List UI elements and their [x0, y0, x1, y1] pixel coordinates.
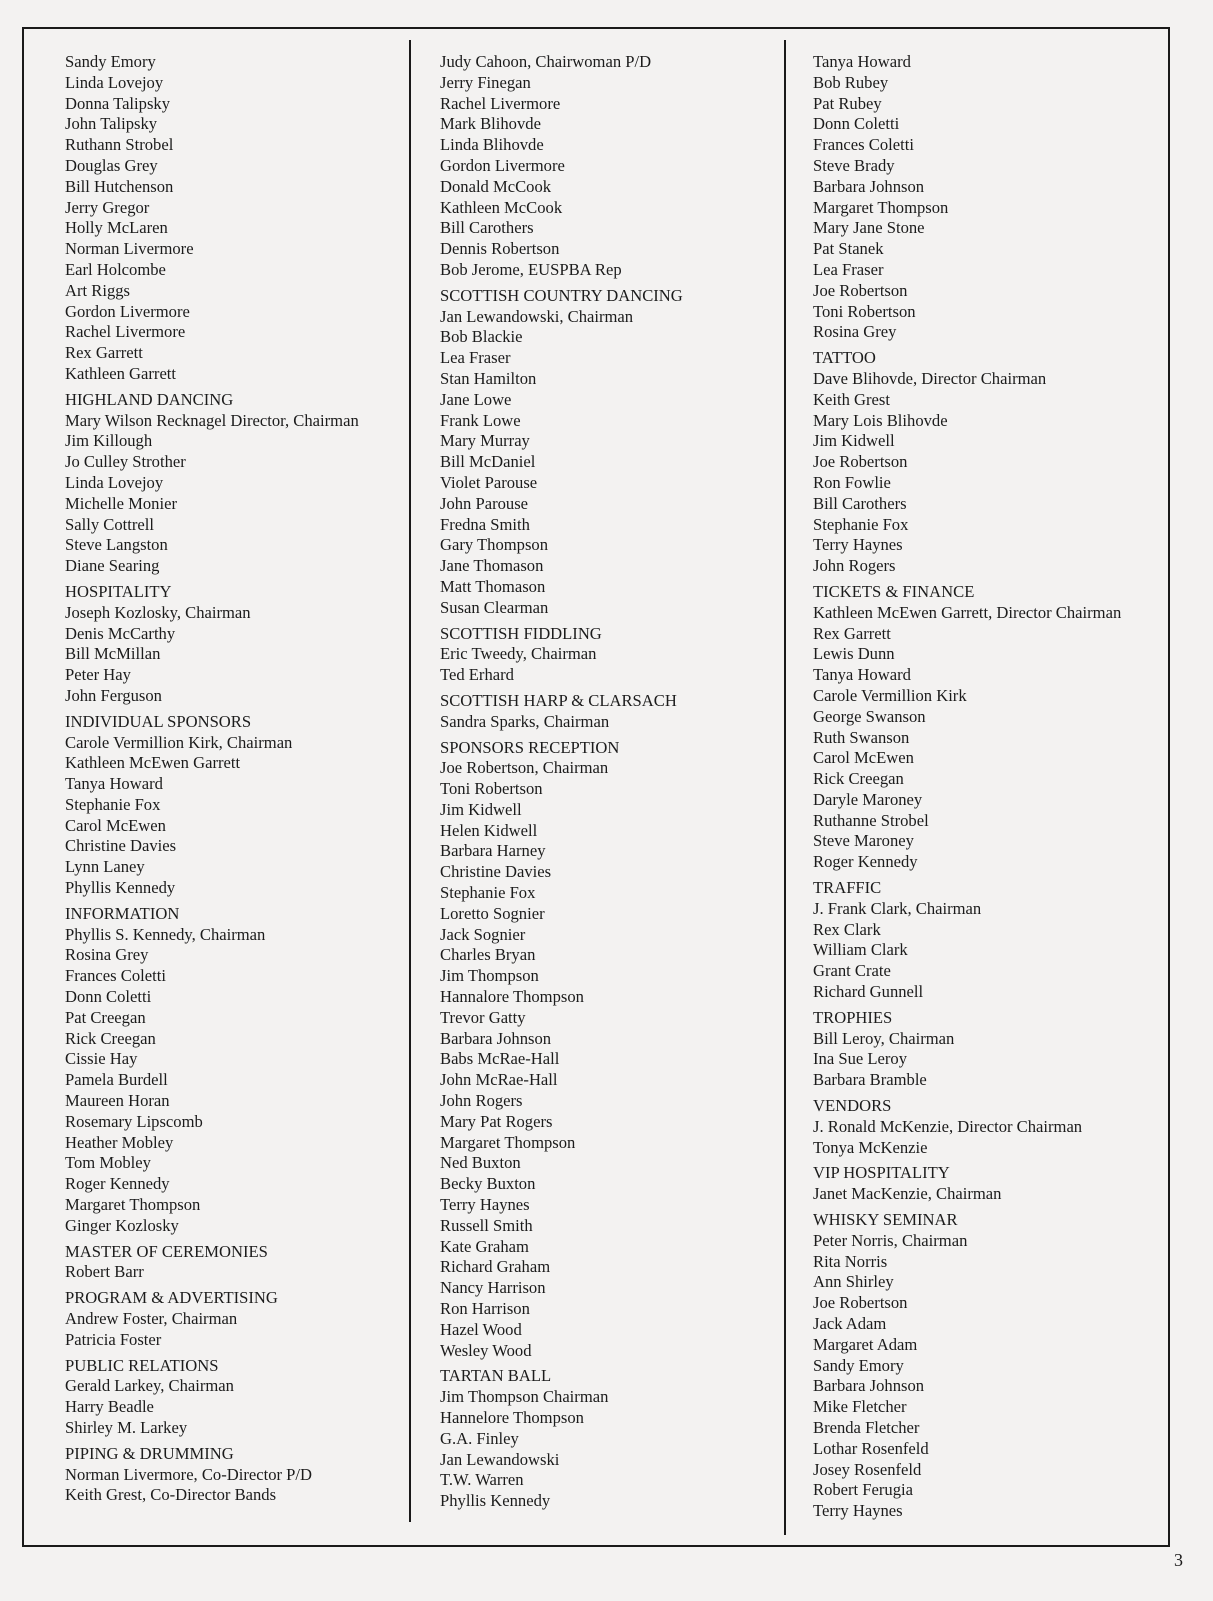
column-2	[440, 52, 683, 1512]
member-name: Grant Crate	[813, 961, 891, 981]
member-name: Pat Stanek	[813, 239, 884, 259]
member-name: Hazel Wood	[440, 1319, 522, 1339]
member-name: Nancy Harrison	[440, 1278, 546, 1298]
member-name: Joe Robertson	[813, 452, 908, 472]
member-name: Jerry Finegan	[440, 72, 531, 92]
column-divider-2	[784, 40, 786, 1535]
member-name: Joe Robertson	[813, 280, 908, 300]
member-name: Joe Robertson, Chairman	[440, 758, 609, 778]
member-name: Lothar Rosenfeld	[813, 1438, 929, 1458]
committee-section	[440, 624, 683, 686]
section-heading: TRAFFIC	[813, 878, 882, 898]
member-name: Phyllis S. Kennedy, Chairman	[65, 924, 266, 944]
member-name: Gary Thompson	[440, 535, 549, 555]
member-name: Carol McEwen	[65, 815, 166, 835]
member-name: Violet Parouse	[440, 472, 538, 492]
member-name: Peter Hay	[65, 665, 131, 685]
member-name: Earl Holcombe	[65, 259, 166, 279]
committee-section	[65, 52, 359, 385]
member-name: Hannelore Thompson	[440, 1408, 584, 1427]
member-name: Bob Blackie	[440, 327, 523, 347]
committee-section	[813, 1163, 1121, 1205]
member-name: Rosemary Lipscomb	[65, 1111, 203, 1131]
member-name: Robert Barr	[65, 1262, 144, 1282]
member-name: Ann Shirley	[813, 1272, 894, 1292]
member-name: Ron Fowlie	[813, 472, 891, 492]
member-name: Janet MacKenzie, Chairman	[813, 1184, 1002, 1204]
member-name: Terry Haynes	[440, 1195, 530, 1215]
member-name: Jim Thompson	[440, 966, 539, 986]
member-name: Sally Cottrell	[65, 514, 154, 534]
member-name: Dave Blihovde, Director Chairman	[813, 368, 1047, 388]
member-name: John McRae-Hall	[440, 1070, 558, 1090]
member-name: Ginger Kozlosky	[65, 1215, 179, 1235]
member-name: Margaret Adam	[813, 1334, 918, 1354]
member-name: Frances Coletti	[813, 135, 914, 155]
member-name: Heather Mobley	[65, 1132, 174, 1152]
committee-section	[65, 1242, 359, 1284]
committee-section	[440, 1366, 683, 1512]
member-name: Becky Buxton	[440, 1174, 536, 1194]
member-name: Rachel Livermore	[65, 322, 186, 342]
member-name: Keith Grest	[813, 389, 890, 409]
member-name: Rosina Grey	[813, 322, 897, 342]
section-heading: TICKETS & FINANCE	[813, 581, 975, 601]
column-1	[65, 52, 359, 1506]
section-heading: VIP HOSPITALITY	[813, 1163, 950, 1183]
member-name: Jim Kidwell	[440, 799, 522, 819]
member-name: Rex Garrett	[813, 623, 891, 643]
member-name: Kathleen McEwen Garrett	[65, 753, 241, 773]
member-name: Rick Creegan	[65, 1028, 156, 1048]
member-name: Barbara Johnson	[813, 1376, 925, 1396]
section-heading: SPONSORS RECEPTION	[440, 737, 620, 757]
committee-section	[813, 878, 1121, 1003]
member-name: Judy Cahoon, Chairwoman P/D	[440, 52, 652, 71]
member-name: Lea Fraser	[813, 259, 884, 279]
member-name: Barbara Harney	[440, 841, 546, 861]
member-name: Jim Thompson Chairman	[440, 1387, 609, 1407]
section-heading: SCOTTISH FIDDLING	[440, 623, 602, 643]
member-name: Carole Vermillion Kirk, Chairman	[65, 732, 293, 752]
member-name: Ruthann Strobel	[65, 135, 174, 155]
member-name: Patricia Foster	[65, 1329, 162, 1349]
member-name: Kate Graham	[440, 1236, 529, 1256]
member-name: Phyllis Kennedy	[65, 878, 176, 898]
member-name: Barbara Johnson	[813, 176, 925, 196]
committee-section	[65, 582, 359, 707]
committee-section	[813, 348, 1121, 577]
section-heading: TROPHIES	[813, 1007, 893, 1027]
member-name: Stan Hamilton	[440, 368, 537, 388]
member-name: Margaret Thompson	[813, 197, 949, 217]
member-name: Sandy Emory	[813, 1355, 904, 1375]
member-name: Carole Vermillion Kirk	[813, 685, 967, 705]
member-name: Bill Carothers	[440, 218, 534, 238]
member-name: Ruth Swanson	[813, 727, 910, 747]
member-name: Mary Jane Stone	[813, 218, 925, 238]
section-heading: WHISKY SEMINAR	[813, 1210, 958, 1230]
member-name: Jane Lowe	[440, 389, 512, 409]
member-name: Stephanie Fox	[440, 883, 536, 903]
column-3	[813, 52, 1121, 1522]
section-heading: SCOTTISH COUNTRY DANCING	[440, 285, 683, 305]
member-name: Jim Killough	[65, 431, 153, 451]
member-name: Michelle Monier	[65, 493, 177, 513]
member-name: Donn Coletti	[813, 114, 900, 134]
section-heading: PROGRAM & ADVERTISING	[65, 1288, 278, 1308]
member-name: Ted Erhard	[440, 665, 514, 685]
member-name: Linda Lovejoy	[65, 472, 164, 492]
member-name: Rex Garrett	[65, 343, 143, 363]
member-name: Ruthanne Strobel	[813, 810, 929, 830]
member-name: Joseph Kozlosky, Chairman	[65, 602, 251, 622]
member-name: Donn Coletti	[65, 987, 152, 1007]
committee-section	[65, 712, 359, 899]
member-name: Gerald Larkey, Chairman	[65, 1376, 234, 1396]
member-name: Jan Lewandowski, Chairman	[440, 306, 634, 326]
section-heading: TARTAN BALL	[440, 1366, 552, 1386]
member-name: Norman Livermore	[65, 239, 194, 259]
member-name: Shirley M. Larkey	[65, 1418, 188, 1437]
member-name: Terry Haynes	[813, 535, 903, 555]
member-name: Jane Thomason	[440, 556, 544, 576]
member-name: Lewis Dunn	[813, 644, 895, 664]
member-name: Roger Kennedy	[813, 852, 918, 872]
member-name: Frances Coletti	[65, 966, 166, 986]
committee-section	[65, 390, 359, 577]
member-name: John Rogers	[440, 1091, 523, 1111]
member-name: Jack Sognier	[440, 924, 526, 944]
member-name: Bob Rubey	[813, 72, 889, 92]
section-heading: SCOTTISH HARP & CLARSACH	[440, 690, 677, 710]
committee-section	[813, 582, 1121, 873]
member-name: Toni Robertson	[813, 301, 916, 321]
member-name: Tom Mobley	[65, 1153, 151, 1173]
member-name: Wesley Wood	[440, 1340, 532, 1360]
member-name: Peter Norris, Chairman	[813, 1230, 968, 1250]
committee-section	[440, 286, 683, 619]
member-name: Hannalore Thompson	[440, 987, 584, 1007]
member-name: Pat Rubey	[813, 93, 882, 113]
section-heading: PIPING & DRUMMING	[65, 1443, 234, 1463]
member-name: Tanya Howard	[813, 52, 911, 71]
member-name: Holly McLaren	[65, 218, 168, 238]
member-name: Harry Beadle	[65, 1397, 154, 1417]
member-name: Loretto Sognier	[440, 903, 545, 923]
member-name: Art Riggs	[65, 280, 130, 300]
member-name: Bill Hutchenson	[65, 176, 174, 196]
section-heading: HIGHLAND DANCING	[65, 389, 234, 409]
member-name: Pat Creegan	[65, 1007, 146, 1027]
member-name: Keith Grest, Co-Director Bands	[65, 1485, 277, 1505]
member-name: Sandy Emory	[65, 52, 156, 71]
member-name: Charles Bryan	[440, 945, 536, 965]
member-name: Rick Creegan	[813, 769, 904, 789]
member-name: G.A. Finley	[440, 1428, 519, 1448]
member-name: George Swanson	[813, 706, 926, 726]
section-heading: MASTER OF CEREMONIES	[65, 1241, 268, 1261]
member-name: Tonya McKenzie	[813, 1137, 928, 1157]
member-name: Stephanie Fox	[813, 514, 909, 534]
member-name: Barbara Bramble	[813, 1070, 927, 1090]
member-name: Tanya Howard	[813, 665, 911, 685]
member-name: Matt Thomason	[440, 576, 546, 596]
member-name: Steve Brady	[813, 155, 895, 175]
member-name: Jim Kidwell	[813, 431, 895, 451]
member-name: Susan Clearman	[440, 597, 549, 617]
member-name: Jo Culley Strother	[65, 452, 186, 472]
page-number: 3	[1174, 1550, 1183, 1570]
member-name: Linda Lovejoy	[65, 72, 164, 92]
member-name: Barbara Johnson	[440, 1028, 552, 1048]
member-name: Terry Haynes	[813, 1501, 903, 1521]
member-name: Pamela Burdell	[65, 1070, 168, 1090]
member-name: Bill McMillan	[65, 644, 161, 664]
committee-section	[813, 1210, 1121, 1522]
member-name: J. Ronald McKenzie, Director Chairman	[813, 1116, 1083, 1136]
committee-section	[440, 52, 683, 281]
member-name: Steve Maroney	[813, 831, 914, 851]
member-name: Andrew Foster, Chairman	[65, 1309, 238, 1329]
member-name: Phyllis Kennedy	[440, 1491, 551, 1511]
member-name: Mark Blihovde	[440, 114, 541, 134]
committee-section	[813, 1096, 1121, 1158]
section-heading: INDIVIDUAL SPONSORS	[65, 711, 252, 731]
member-name: Gordon Livermore	[440, 155, 565, 175]
section-heading: INFORMATION	[65, 903, 180, 923]
column-divider-1	[409, 40, 411, 1522]
member-name: Robert Ferugia	[813, 1480, 914, 1500]
member-name: Dennis Robertson	[440, 239, 560, 259]
member-name: John Ferguson	[65, 685, 162, 705]
member-name: Christine Davies	[65, 836, 177, 856]
member-name: Douglas Grey	[65, 155, 158, 175]
member-name: Trevor Gatty	[440, 1007, 526, 1027]
committee-section	[65, 1444, 359, 1506]
member-name: T.W. Warren	[440, 1470, 524, 1490]
member-name: Ina Sue Leroy	[813, 1049, 907, 1069]
member-name: Jack Adam	[813, 1314, 887, 1334]
member-name: Rachel Livermore	[440, 93, 561, 113]
member-name: Donna Talipsky	[65, 93, 170, 113]
member-name: John Parouse	[440, 493, 529, 513]
committee-section	[65, 904, 359, 1237]
member-name: J. Frank Clark, Chairman	[813, 898, 982, 918]
member-name: Ron Harrison	[440, 1299, 530, 1319]
member-name: Christine Davies	[440, 862, 552, 882]
member-name: Joe Robertson	[813, 1293, 908, 1313]
member-name: Steve Langston	[65, 535, 168, 555]
committee-section	[440, 738, 683, 1362]
member-name: Lynn Laney	[65, 857, 145, 877]
member-name: Margaret Thompson	[65, 1195, 201, 1215]
member-name: Bob Jerome, EUSPBA Rep	[440, 259, 622, 279]
member-name: Bill Leroy, Chairman	[813, 1028, 955, 1048]
member-name: Roger Kennedy	[65, 1174, 170, 1194]
member-name: Maureen Horan	[65, 1091, 170, 1111]
member-name: Bill McDaniel	[440, 452, 536, 472]
section-heading: HOSPITALITY	[65, 581, 172, 601]
member-name: Norman Livermore, Co-Director P/D	[65, 1464, 312, 1484]
member-name: Sandra Sparks, Chairman	[440, 711, 610, 731]
member-name: Toni Robertson	[440, 779, 543, 799]
member-name: Richard Gunnell	[813, 982, 924, 1002]
member-name: Frank Lowe	[440, 410, 521, 430]
member-name: Tanya Howard	[65, 774, 163, 794]
member-name: Donald McCook	[440, 176, 552, 196]
member-name: Cissie Hay	[65, 1049, 138, 1069]
section-heading: PUBLIC RELATIONS	[65, 1355, 219, 1375]
member-name: William Clark	[813, 940, 908, 960]
member-name: Lea Fraser	[440, 348, 511, 368]
member-name: Gordon Livermore	[65, 301, 190, 321]
member-name: Babs McRae-Hall	[440, 1049, 560, 1069]
member-name: Kathleen McEwen Garrett, Director Chairman	[813, 602, 1122, 622]
member-name: Helen Kidwell	[440, 820, 538, 840]
member-name: John Rogers	[813, 556, 896, 576]
member-name: Daryle Maroney	[813, 789, 923, 809]
member-name: Mary Murray	[440, 431, 530, 451]
committee-section	[813, 1008, 1121, 1091]
member-name: Ned Buxton	[440, 1153, 521, 1173]
member-name: Linda Blihovde	[440, 135, 544, 155]
member-name: Jerry Gregor	[65, 197, 150, 217]
committee-section	[440, 691, 683, 733]
member-name: Stephanie Fox	[65, 794, 161, 814]
member-name: Jan Lewandowski	[440, 1449, 560, 1469]
section-heading: TATTOO	[813, 348, 876, 368]
committee-section	[813, 52, 1121, 343]
member-name: Margaret Thompson	[440, 1132, 576, 1152]
member-name: Diane Searing	[65, 556, 160, 576]
member-name: Mary Pat Rogers	[440, 1111, 553, 1131]
member-name: Rita Norris	[813, 1251, 888, 1271]
committee-section	[65, 1288, 359, 1350]
member-name: Kathleen Garrett	[65, 363, 177, 383]
member-name: John Talipsky	[65, 114, 158, 134]
member-name: Mary Lois Blihovde	[813, 410, 948, 430]
member-name: Bill Carothers	[813, 493, 907, 513]
member-name: Josey Rosenfeld	[813, 1459, 922, 1479]
member-name: Russell Smith	[440, 1215, 533, 1235]
member-name: Kathleen McCook	[440, 197, 563, 217]
member-name: Carol McEwen	[813, 748, 914, 768]
member-name: Brenda Fletcher	[813, 1418, 920, 1437]
committee-section	[65, 1356, 359, 1439]
member-name: Denis McCarthy	[65, 623, 176, 643]
member-name: Rex Clark	[813, 919, 881, 939]
section-heading: VENDORS	[813, 1096, 892, 1116]
member-name: Fredna Smith	[440, 514, 530, 534]
member-name: Richard Graham	[440, 1257, 551, 1277]
member-name: Mary Wilson Recknagel Director, Chairman	[65, 410, 359, 430]
member-name: Mike Fletcher	[813, 1397, 907, 1417]
member-name: Eric Tweedy, Chairman	[440, 644, 597, 664]
member-name: Rosina Grey	[65, 945, 149, 965]
